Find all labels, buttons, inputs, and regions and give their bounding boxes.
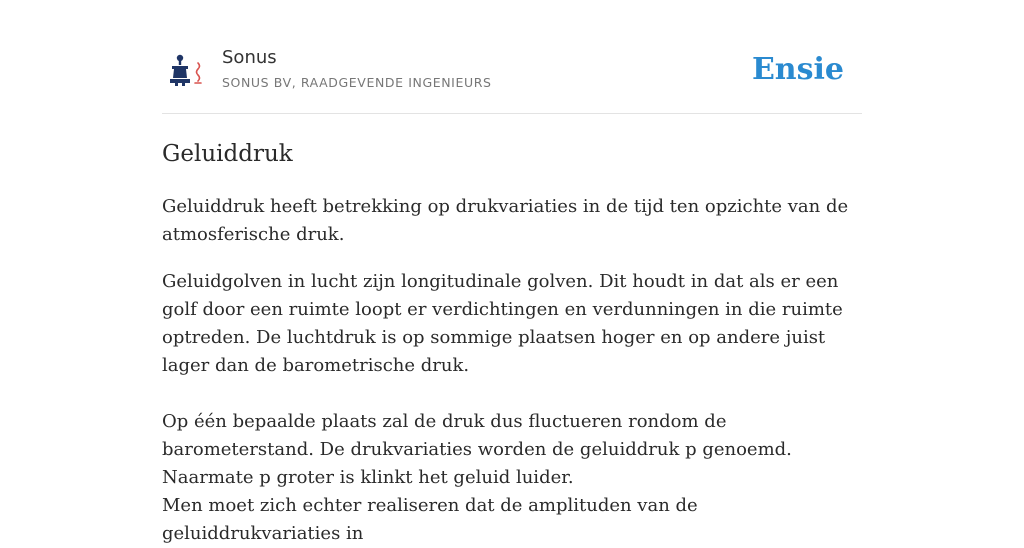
sonus-listener-icon[interactable] [166, 53, 206, 89]
page [162, 0, 862, 548]
article-paragraph: Geluiddruk heeft betrekking op drukvariaties in de tijd ten opzichte van de atmosferische druk. [162, 196, 849, 245]
brand-name[interactable]: Sonus [222, 47, 277, 68]
header [162, 0, 862, 114]
article-paragraph: Geluidgolven in lucht zijn longitudinale golven. Dit houdt in dat als er een golf door een ruimte loopt er verdichtingen en verdunningen in die ruimte optreden. De luchtdruk is op sommige plaatsen hoger en op andere juist lager dan de barometrische druk. Op één bepaalde plaats zal de druk dus fluctueren rondom de barometerstand. De drukvariaties worden de geluiddruk p genoemd. Naarmate p groter is klinkt het geluid luider. Men moet zich echter realiseren dat de amplituden van de geluiddrukvariaties in [162, 271, 843, 544]
article-title: Geluiddruk [162, 141, 293, 167]
ensie-home-link[interactable]: Ensie [751, 52, 844, 87]
brand-subtitle: SONUS BV, RAADGEVENDE INGENIEURS [222, 75, 492, 90]
article-body [162, 193, 862, 548]
